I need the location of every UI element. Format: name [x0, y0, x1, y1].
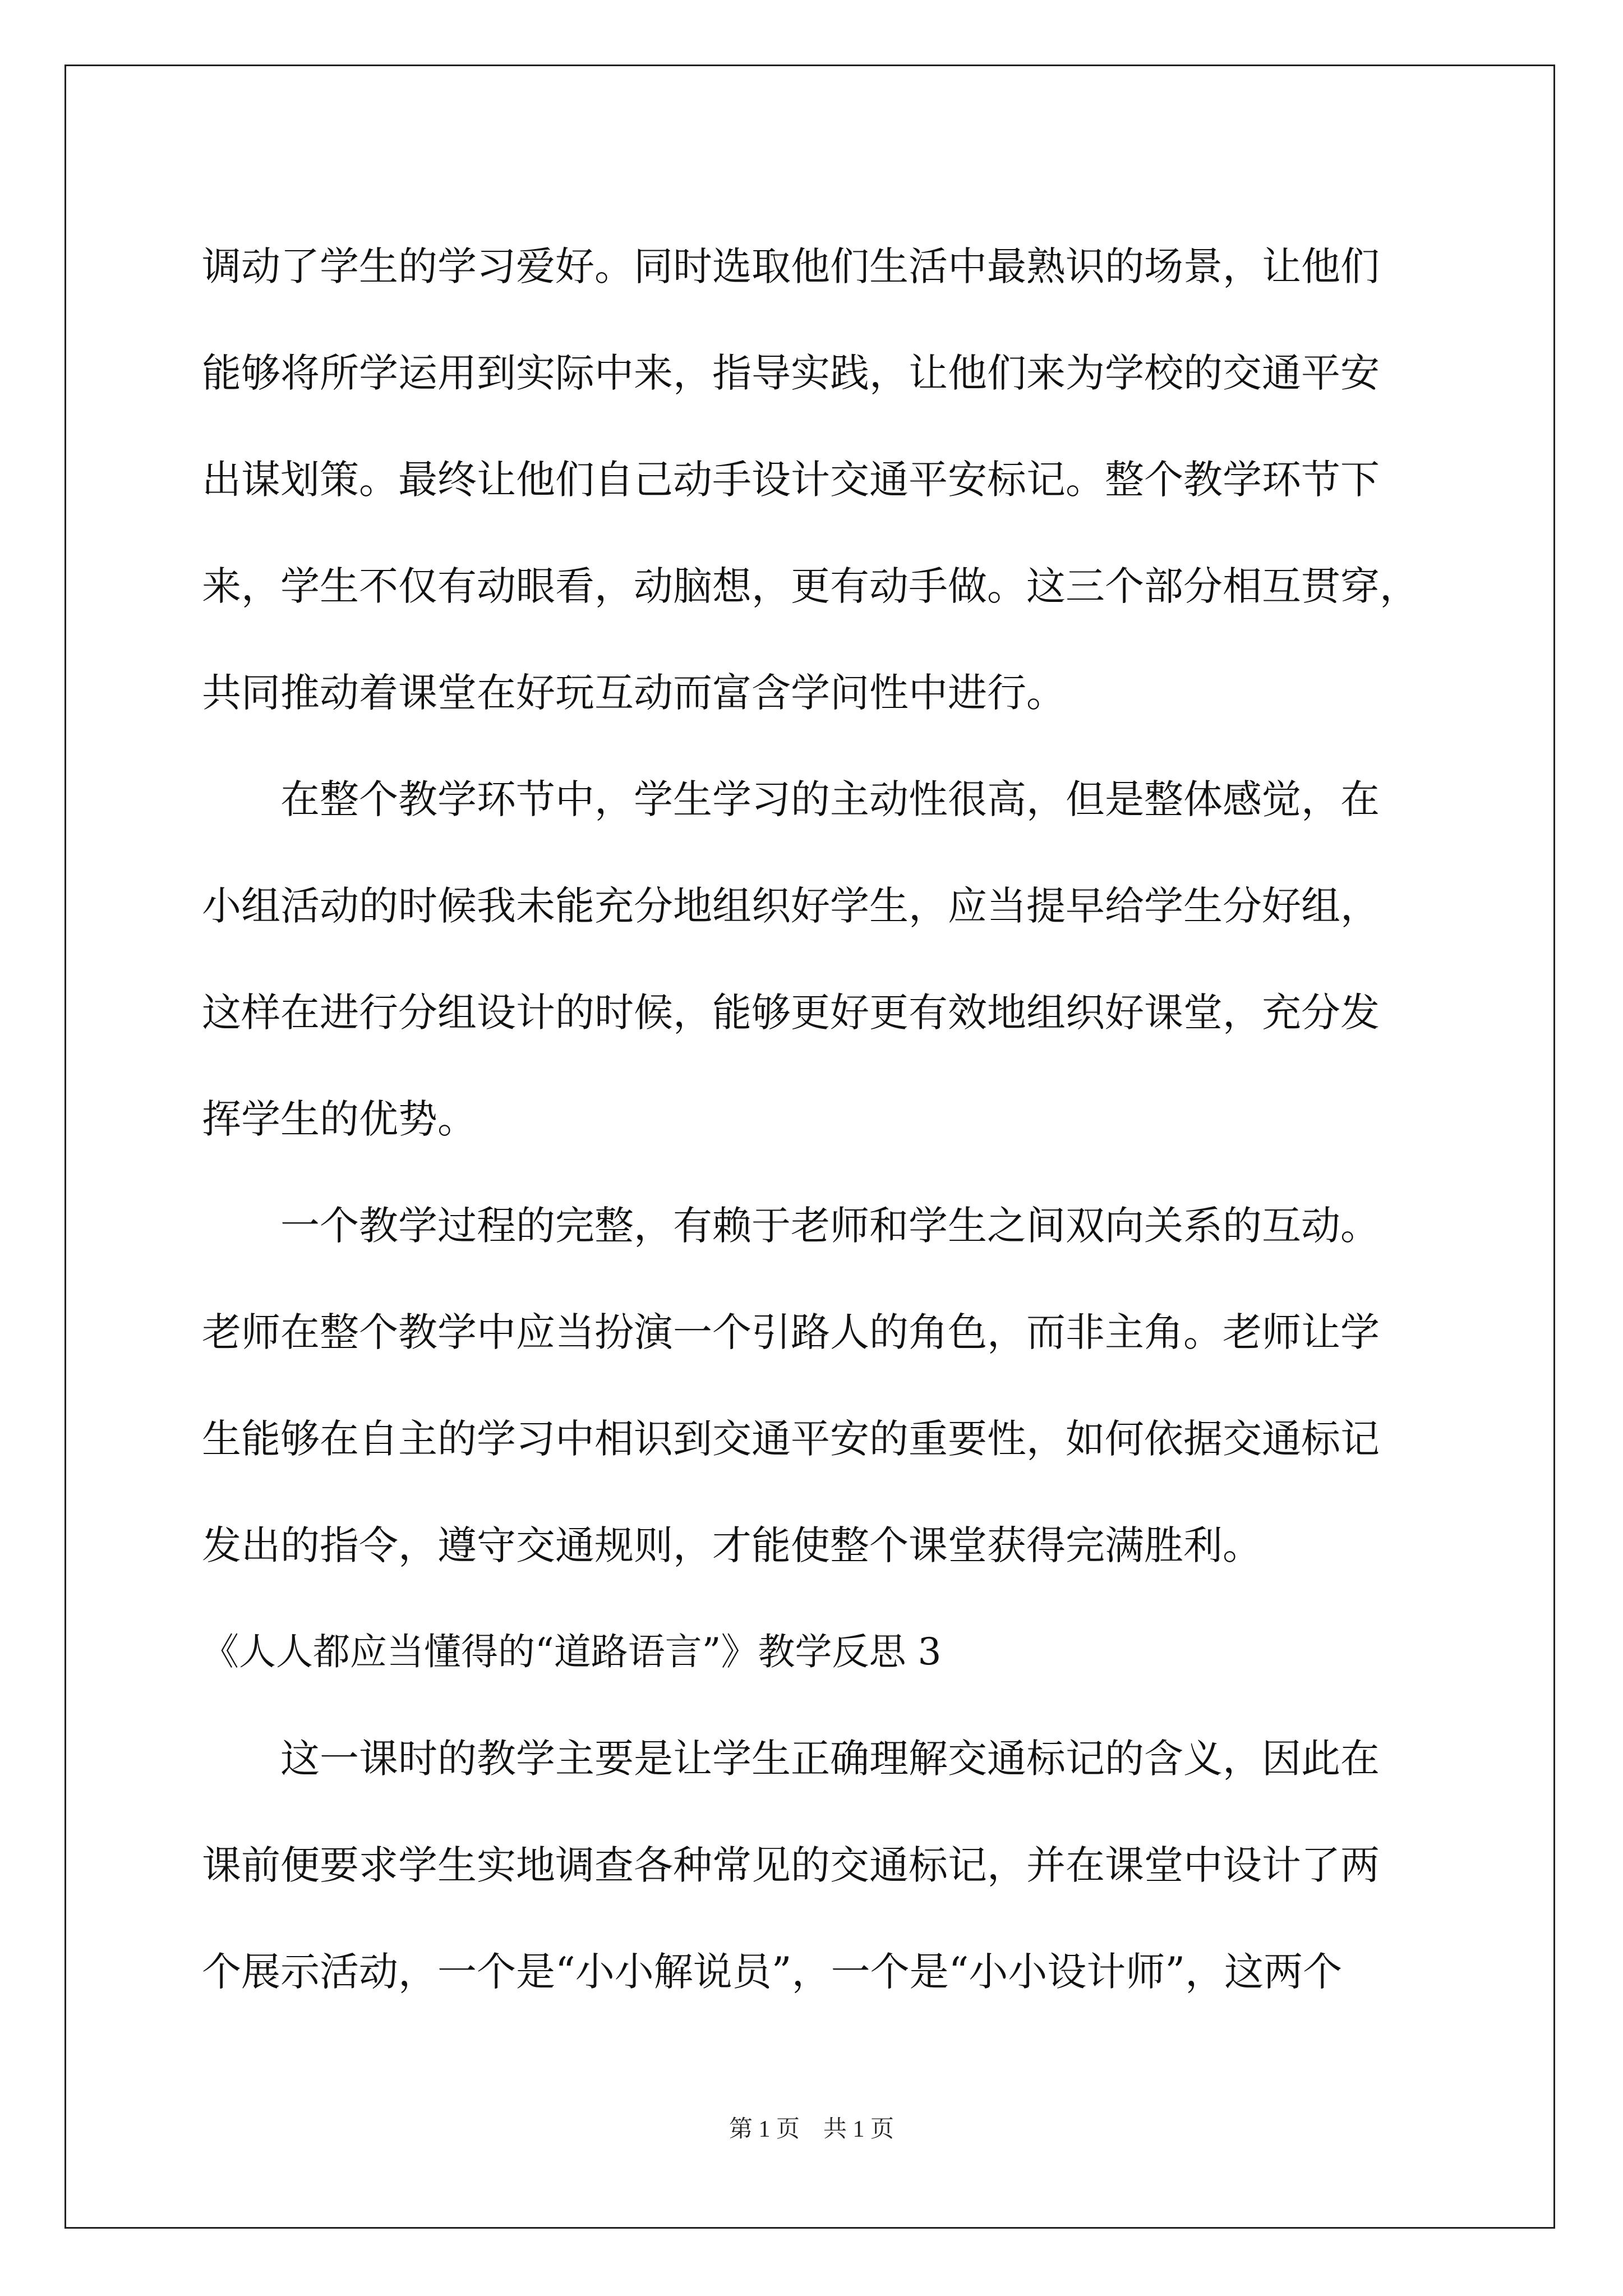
page-footer: 第 1 页 共 1 页 — [728, 2116, 894, 2142]
paragraph-2 — [202, 746, 1430, 1172]
text-line: 共同推动着课堂在好玩互动而富含学问性中进行。 — [202, 670, 1066, 716]
text-line: 生能够在自主的学习中相识到交通平安的重要性，如何依据交通标记 — [202, 1416, 1380, 1462]
text-line: 这一课时的教学主要是让学生正确理解交通标记的含义，因此在 — [280, 1736, 1380, 1782]
text-line: 一个教学过程的完整，有赖于老师和学生之间双向关系的互动。 — [280, 1203, 1380, 1249]
text-line: 能够将所学运用到实际中来，指导实践，让他们来为学校的交通平安 — [202, 350, 1380, 396]
text-line: 挥学生的优势。 — [202, 1096, 477, 1142]
text-line: 在整个教学环节中，学生学习的主动性很高，但是整体感觉，在 — [280, 776, 1380, 822]
text-line: 来，学生不仅有动眼看，动脑想，更有动手做。这三个部分相互贯穿， — [202, 563, 1419, 609]
text-line: 个展示活动，一个是“小小解说员”，一个是“小小设计师”，这两个 — [202, 1949, 1343, 1995]
paragraph-4 — [202, 1705, 1430, 2025]
text-line: 调动了学生的学习爱好。同时选取他们生活中最熟识的场景，让他们 — [202, 243, 1380, 289]
text-line: 课前便要求学生实地调查各种常见的交通标记，并在课堂中设计了两 — [202, 1842, 1380, 1888]
document-body — [202, 213, 1430, 2025]
text-line: 出谋划策。最终让他们自己动手设计交通平安标记。整个教学环节下 — [202, 457, 1380, 503]
text-line: 小组活动的时候我未能充分地组织好学生，应当提早给学生分好组， — [202, 883, 1380, 929]
text-line: 发出的指令，遵守交通规则，才能使整个课堂获得完满胜利。 — [202, 1522, 1262, 1568]
text-line: 老师在整个教学中应当扮演一个引路人的角色，而非主角。老师让学 — [202, 1309, 1380, 1355]
paragraph-3 — [202, 1172, 1430, 1599]
section-heading: 《人人都应当懂得的“道路语言”》教学反思 3 — [202, 1630, 942, 1673]
text-line: 这样在进行分组设计的时候，能够更好更有效地组织好课堂，充分发 — [202, 990, 1380, 1036]
paragraph-1 — [202, 213, 1430, 746]
